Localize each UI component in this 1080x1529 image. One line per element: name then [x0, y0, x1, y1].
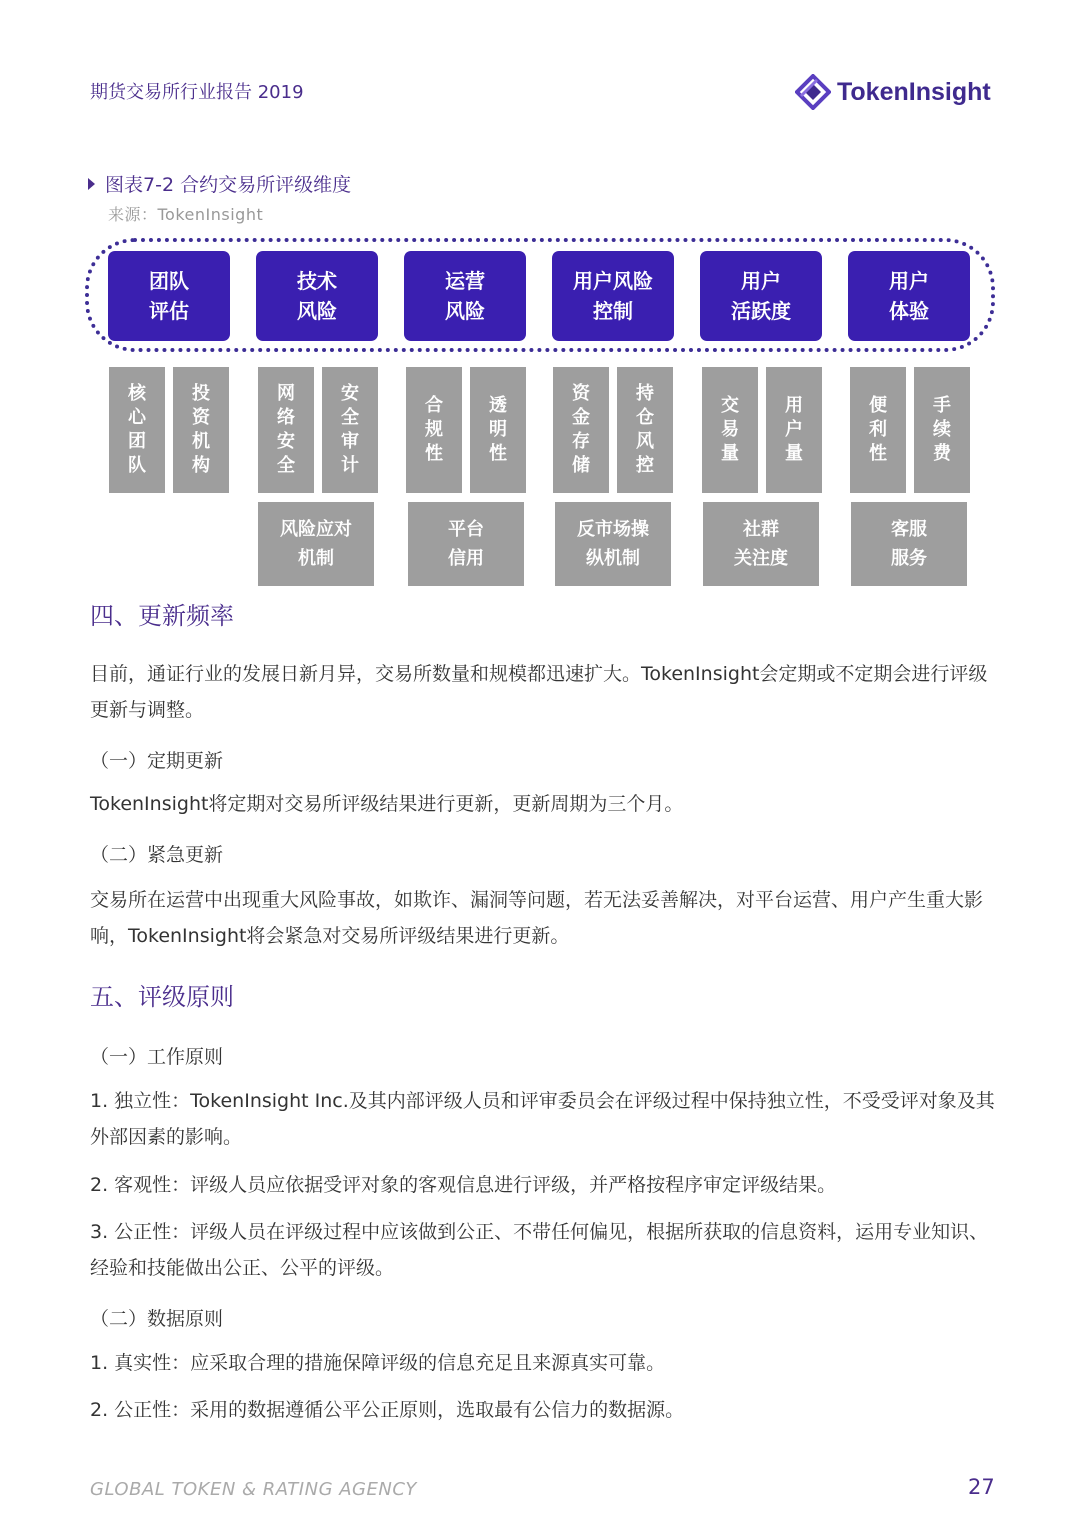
page-number: 27 [968, 1475, 995, 1499]
paragraph: 1. 独立性：TokenInsight Inc.及其内部评级人员和评审委员会在评级过程中保持独立性，不受受评对象及其外部因素的影响。 [90, 1090, 995, 1148]
section-heading: 五、评级原则 [90, 983, 234, 1011]
sub-dimension-box: 核 心 团 队 [109, 367, 165, 493]
sub-dimension-wide-box: 平台 信用 [408, 502, 524, 586]
sub-dimension-box: 投 资 机 构 [173, 367, 229, 493]
section-heading: 四、更新频率 [90, 602, 234, 630]
dimension-box: 团队 评估 [108, 251, 230, 341]
logo-text: TokenInsight [837, 77, 991, 106]
sub-dimension-box: 网 络 安 全 [258, 367, 314, 493]
brand-logo [795, 72, 991, 112]
dimension-box: 用户 体验 [848, 251, 970, 341]
sub-dimension-wide-box: 反市场操 纵机制 [555, 502, 671, 586]
paragraph: 目前，通证行业的发展日新月异，交易所数量和规模都迅速扩大。TokenInsight会定期或不定期会进行评级更新与调整。 [90, 663, 988, 721]
figure-caption-text: 图表7-2 合约交易所评级维度 [105, 174, 352, 196]
paragraph: 3. 公正性：评级人员在评级过程中应该做到公正、不带任何偏见，根据所获取的信息资料，运用专业知识、经验和技能做出公正、公平的评级。 [90, 1221, 989, 1279]
caption-triangle-icon [88, 178, 95, 190]
sub-dimension-wide-box: 客服 服务 [851, 502, 967, 586]
sub-dimension-box: 资 金 存 储 [553, 367, 609, 493]
tokeninsight-logo-icon [795, 74, 831, 110]
subheading: （二）数据原则 [90, 1308, 224, 1330]
paragraph: 1. 真实性：应采取合理的措施保障评级的信息充足且来源真实可靠。 [90, 1352, 666, 1374]
dimension-box: 用户风险 控制 [552, 251, 674, 341]
dimension-box: 用户 活跃度 [700, 251, 822, 341]
figure-source: 来源：TokenInsight [108, 205, 264, 224]
paragraph: 交易所在运营中出现重大风险事故，如欺诈、漏洞等问题，若无法妥善解决，对平台运营、用户产生重大影响，TokenInsight将会紧急对交易所评级结果进行更新。 [90, 889, 984, 947]
paragraph: 2. 客观性：评级人员应依据受评对象的客观信息进行评级，并严格按程序审定评级结果。 [90, 1174, 837, 1196]
sub-dimension-box: 持 仓 风 控 [617, 367, 673, 493]
sub-dimension-wide-box: 风险应对 机制 [258, 502, 374, 586]
subheading: （二）紧急更新 [90, 844, 224, 866]
dimension-box: 运营 风险 [404, 251, 526, 341]
dimension-box: 技术 风险 [256, 251, 378, 341]
sub-dimension-wide-box: 社群 关注度 [703, 502, 819, 586]
paragraph: 2. 公正性：采用的数据遵循公平公正原则，选取最有公信力的数据源。 [90, 1399, 685, 1421]
subheading: （一）定期更新 [90, 750, 224, 772]
subheading: （一）工作原则 [90, 1046, 224, 1068]
sub-dimension-box: 安 全 审 计 [322, 367, 378, 493]
sub-dimension-box: 便 利 性 [850, 367, 906, 493]
paragraph: TokenInsight将定期对交易所评级结果进行更新，更新周期为三个月。 [90, 793, 684, 815]
figure-caption [88, 170, 351, 197]
sub-dimension-box: 交 易 量 [702, 367, 758, 493]
sub-dimension-box: 透 明 性 [470, 367, 526, 493]
sub-dimension-box: 合 规 性 [406, 367, 462, 493]
report-title: 期货交易所行业报告 2019 [90, 82, 304, 103]
sub-dimension-box: 手 续 费 [914, 367, 970, 493]
sub-dimension-box: 用 户 量 [766, 367, 822, 493]
footer-agency: GLOBAL TOKEN & RATING AGENCY [90, 1479, 417, 1500]
